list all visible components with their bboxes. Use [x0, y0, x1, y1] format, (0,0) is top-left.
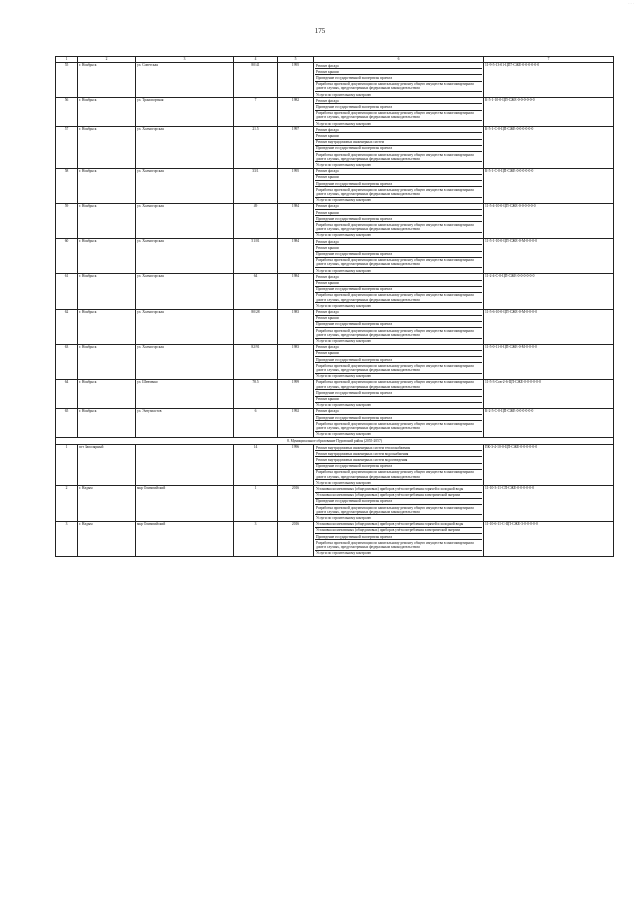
- table-row: [56, 203, 614, 238]
- code-cell: К-5-1-С-0-ЦП-СЖЕ-0-0-0-0-0-0: [484, 127, 614, 168]
- street-cell: ул. Холмогорская: [136, 127, 234, 168]
- header-cell: 6: [314, 57, 484, 63]
- work-item: Услуги по строительному контролю: [316, 432, 372, 437]
- works-cell: [314, 521, 484, 556]
- works-cell: [314, 168, 484, 203]
- street-cell: [136, 445, 234, 486]
- year-cell: 1984: [278, 239, 314, 274]
- work-item: Разработка проектной документации по капитальному ремонту общего имущества в многоквартирном доме в случаях, предусмотренных федеральным законодательством: [315, 421, 482, 431]
- work-item: Разработка проектной документации по капитальному ремонту общего имущества в многоквартирном доме в случаях, предусмотренных федеральным законодательством: [315, 222, 482, 232]
- year-cell: 1997: [278, 127, 314, 168]
- header-cell: 2: [78, 57, 136, 63]
- house-cell: 21.5: [234, 127, 278, 168]
- house-cell: 33/1: [234, 168, 278, 203]
- work-item: Разработка проектной документации по капитальному ремонту общего имущества в многоквартирном доме в случаях, предусмотренных федеральным законодательством: [315, 470, 482, 480]
- code-cell: 11-5-6-10-0-ЦП-СЖЕ-0-М-0-0-0-0: [484, 309, 614, 344]
- city-cell: г. Ноябрьск: [78, 203, 136, 238]
- table-row: [56, 63, 614, 98]
- street-cell: ул. Холмогорская: [136, 168, 234, 203]
- row-number-cell: 56: [56, 98, 78, 127]
- year-cell: 2016: [278, 486, 314, 521]
- work-item: Ремонт внутридомовых инженерных систем водоснабжения: [315, 451, 482, 457]
- code-cell: ПК-3-4-10-0-ЦП-СЖЕ-0-0-0-0-0-0: [484, 445, 614, 486]
- work-item: Установка коллективных (общедомовых) приборов учёта потребления горячей и холодной воды: [315, 486, 482, 492]
- street-cell: ул. Холмогорская: [136, 309, 234, 344]
- table-row: [56, 274, 614, 309]
- work-item: Разработка проектной документации по капитальному ремонту общего имущества в многоквартирном доме в случаях, предусмотренных федеральным законодательством: [315, 187, 482, 197]
- city-cell: г. Ноябрьск: [78, 379, 136, 408]
- row-number-cell: 62: [56, 309, 78, 344]
- work-item: Проведение государственной экспертизы проекта: [315, 252, 482, 258]
- row-number-cell: 65: [56, 408, 78, 437]
- year-cell: 1984: [278, 203, 314, 238]
- work-item: Ремонт фасада: [315, 63, 482, 69]
- code-cell: К-2-5-С-0-ЦП-СЖЕ-0-0-0-0-0-0: [484, 408, 614, 437]
- row-number-cell: 61: [56, 274, 78, 309]
- house-cell: 51/01: [234, 239, 278, 274]
- year-cell: 1995: [278, 168, 314, 203]
- code-cell: 11-10-3-11-СП-СЖЕ-0-0-0-0-0-0: [484, 486, 614, 521]
- work-item: Услуги по строительному контролю: [316, 303, 372, 308]
- code-cell: 11-9-5-13-01-ЦП7-СЖЕ-0-0-0-0-0-0: [484, 63, 614, 98]
- work-item: Ремонт крыши: [315, 397, 482, 403]
- street-cell: ул. Холмогорская: [136, 344, 234, 379]
- corner-mark: · · · ·: [627, 2, 634, 6]
- work-item: Ремонт фасада: [315, 127, 482, 133]
- section-title: 8. Муниципальное образование Пуровский район (2055-2057): [56, 438, 614, 445]
- house-cell: 80/41: [234, 63, 278, 98]
- house-cell: 3: [234, 521, 278, 556]
- work-item: Разработка проектной документации по капитальному ремонту общего имущества в многоквартирном доме в случаях, предусмотренных федеральным законодательством: [315, 111, 482, 121]
- work-item: Ремонт крыши: [315, 133, 482, 139]
- work-item: Ремонт крыши: [315, 175, 482, 181]
- work-item: Установка коллективных (общедомовых) приборов учёта потребления электрической энергии: [315, 528, 482, 534]
- work-item: Ремонт внутридомовых инженерных систем теплоснабжения: [315, 445, 482, 451]
- work-item: Разработка проектной документации по капитальному ремонту общего имущества в многоквартирном доме в случаях, предусмотренных федеральным законодательством: [315, 380, 482, 390]
- work-item: Разработка проектной документации по капитальному ремонту общего имущества в многоквартирном доме в случаях, предусмотренных федеральным законодательством: [315, 505, 482, 515]
- row-number-cell: 64: [56, 379, 78, 408]
- street-cell: мкр Олимпийский: [136, 486, 234, 521]
- header-cell: 7: [484, 57, 614, 63]
- year-cell: 1996: [278, 445, 314, 486]
- house-cell: 78.5: [234, 379, 278, 408]
- header-cell: 5: [278, 57, 314, 63]
- work-item: Проведение государственной экспертизы проекта: [315, 216, 482, 222]
- work-item: Проведение государственной экспертизы проекта: [315, 390, 482, 396]
- table-row: [56, 445, 614, 486]
- code-cell: К-5-1-10-0-ЦП-СЖЕ-0-0-0-0-0-0: [484, 98, 614, 127]
- year-cell: 1982: [278, 98, 314, 127]
- work-item: Проведение государственной экспертизы проекта: [315, 357, 482, 363]
- city-cell: г. Ноябрьск: [78, 63, 136, 98]
- work-item: Установка коллективных (общедомовых) приборов учёта потребления электрической энергии: [315, 493, 482, 499]
- city-cell: г. Ноябрьск: [78, 98, 136, 127]
- work-item: Ремонт фасада: [315, 310, 482, 316]
- year-cell: 1983: [278, 344, 314, 379]
- works-cell: [314, 486, 484, 521]
- code-cell: 11-5-1-10-0-ЦП-СЖЕ-0-М-0-0-0-0: [484, 239, 614, 274]
- work-item: Услуги по строительному контролю: [316, 92, 372, 97]
- works-cell: [314, 274, 484, 309]
- work-item: Услуги по строительному контролю: [316, 480, 372, 485]
- works-cell: [314, 309, 484, 344]
- table-row: [56, 344, 614, 379]
- work-item: Разработка проектной документации по капитальному ремонту общего имущества в многоквартирном доме в случаях, предусмотренных федеральным законодательством: [315, 293, 482, 303]
- street-cell: ул. Шевченко: [136, 379, 234, 408]
- street-cell: ул. Энтузиастов: [136, 408, 234, 437]
- work-item: Услуги по строительному контролю: [316, 233, 372, 238]
- year-cell: 1995: [278, 63, 314, 98]
- street-cell: ул. Холмогорская: [136, 239, 234, 274]
- house-cell: 6: [234, 408, 278, 437]
- work-item: Услуги по строительному контролю: [316, 515, 372, 520]
- street-cell: мкр Олимпийский: [136, 521, 234, 556]
- work-item: Ремонт крыши: [315, 210, 482, 216]
- table-row: [56, 239, 614, 274]
- table-row: [56, 486, 614, 521]
- work-item: Проведение государственной экспертизы проекта: [315, 75, 482, 81]
- table-row: [56, 127, 614, 168]
- street-cell: ул. Советская: [136, 63, 234, 98]
- work-item: Разработка проектной документации по капитальному ремонту общего имущества в многоквартирном доме в случаях, предусмотренных федеральным законодательством: [315, 258, 482, 268]
- work-item: Ремонт крыши: [315, 245, 482, 251]
- works-cell: [314, 344, 484, 379]
- work-item: Услуги по строительному контролю: [316, 551, 372, 556]
- work-item: Проведение государственной экспертизы проекта: [315, 534, 482, 540]
- city-cell: г. Ноябрьск: [78, 239, 136, 274]
- row-number-cell: 59: [56, 203, 78, 238]
- year-cell: 1983: [278, 309, 314, 344]
- street-cell: ул. Холмогорская: [136, 203, 234, 238]
- works-cell: [314, 379, 484, 408]
- work-item: Проведение государственной экспертизы проекта: [315, 146, 482, 152]
- work-item: Разработка проектной документации по капитальному ремонту общего имущества в многоквартирном доме в случаях, предусмотренных федеральным законодательством: [315, 152, 482, 162]
- row-number-cell: 2: [56, 486, 78, 521]
- row-number-cell: 60: [56, 239, 78, 274]
- work-item: Услуги по строительному контролю: [316, 162, 372, 167]
- works-cell: [314, 203, 484, 238]
- housing-register-table: [55, 56, 614, 557]
- header-cell: 1: [56, 57, 78, 63]
- year-cell: 1984: [278, 274, 314, 309]
- work-item: Ремонт фасада: [315, 239, 482, 245]
- house-cell: 14: [234, 445, 278, 486]
- work-item: Проведение государственной экспертизы проекта: [315, 499, 482, 505]
- table-body: [56, 57, 614, 557]
- work-item: Ремонт фасада: [315, 409, 482, 415]
- work-item: Проведение государственной экспертизы проекта: [315, 181, 482, 187]
- year-cell: 1992: [278, 408, 314, 437]
- work-item: Ремонт фасада: [315, 345, 482, 351]
- work-item: Разработка проектной документации по капитальному ремонту общего имущества в многоквартирном доме в случаях, предусмотренных федеральным законодательством: [315, 328, 482, 338]
- work-item: Ремонт фасада: [315, 98, 482, 104]
- code-cell: 11-5-4-10-0-ЦП-СЖЕ-0-0-0-0-0-0: [484, 203, 614, 238]
- city-cell: г. Ноябрьск: [78, 127, 136, 168]
- row-number-cell: 55: [56, 63, 78, 98]
- work-item: Услуги по строительному контролю: [316, 268, 372, 273]
- house-cell: 82/91: [234, 344, 278, 379]
- street-cell: ул. Транспортная: [136, 98, 234, 127]
- work-item: Ремонт фасада: [315, 169, 482, 175]
- page-number: 175: [314, 27, 326, 35]
- city-cell: г. Ноябрьск: [78, 168, 136, 203]
- work-item: Услуги по строительному контролю: [316, 339, 372, 344]
- city-cell: г. Ноябрьск: [78, 344, 136, 379]
- works-cell: [314, 63, 484, 98]
- code-cell: 11-2-4-С-0-ЦП-СЖЕ-0-0-0-0-0-0: [484, 274, 614, 309]
- house-cell: 80/28: [234, 309, 278, 344]
- work-item: Разработка проектной документации по капитальному ремонту общего имущества в многоквартирном доме в случаях, предусмотренных федеральным законодательством: [315, 363, 482, 373]
- works-cell: [314, 127, 484, 168]
- header-cell: 4: [234, 57, 278, 63]
- work-item: Установка коллективных (общедомовых) приборов учёта потребления горячей и холодной воды: [315, 522, 482, 528]
- work-item: Услуги по строительному контролю: [316, 121, 372, 126]
- work-item: Ремонт фасада: [315, 274, 482, 280]
- work-item: Ремонт фасада: [315, 204, 482, 210]
- works-cell: [314, 98, 484, 127]
- year-cell: 2016: [278, 521, 314, 556]
- work-item: Проведение государственной экспертизы проекта: [315, 287, 482, 293]
- year-cell: 1999: [278, 379, 314, 408]
- code-cell: К-5-1-С-0-ЦП-СЖЕ-0-0-0-0-0-0: [484, 168, 614, 203]
- works-cell: [314, 239, 484, 274]
- table-row: [56, 309, 614, 344]
- work-item: Ремонт внутридомовых инженерных систем: [315, 140, 482, 146]
- table-row: [56, 168, 614, 203]
- work-item: Ремонт крыши: [315, 351, 482, 357]
- street-cell: ул. Холмогорская: [136, 274, 234, 309]
- row-number-cell: 3: [56, 521, 78, 556]
- city-cell: г. Ноябрьск: [78, 408, 136, 437]
- house-cell: 64: [234, 274, 278, 309]
- work-item: Ремонт крыши: [315, 316, 482, 322]
- section-row: [56, 438, 614, 445]
- work-item: Ремонт крыши: [315, 281, 482, 287]
- work-item: Проведение государственной экспертизы проекта: [315, 464, 482, 470]
- work-item: Проведение государственной экспертизы проекта: [315, 104, 482, 110]
- city-cell: г. Надым: [78, 521, 136, 556]
- work-item: Проведение государственной экспертизы проекта: [315, 415, 482, 421]
- work-item: Разработка проектной документации по капитальному ремонту общего имущества в многоквартирном доме в случаях, предусмотренных федеральным законодательством: [315, 540, 482, 550]
- house-cell: 49: [234, 203, 278, 238]
- house-cell: 1: [234, 486, 278, 521]
- city-cell: г. Ноябрьск: [78, 274, 136, 309]
- works-cell: [314, 445, 484, 486]
- works-cell: [314, 408, 484, 437]
- header-cell: 3: [136, 57, 234, 63]
- code-cell: 11-5-0-11-0-ЦП-СЖЕ-0-М-0-0-0-0: [484, 344, 614, 379]
- code-cell: 11-5-3-Сов-2-6-ЦП-СЖЕ-0-0-0-0-0-0: [484, 379, 614, 408]
- table-row: [56, 408, 614, 437]
- table-row: [56, 379, 614, 408]
- row-number-cell: 1: [56, 445, 78, 486]
- row-number-cell: 63: [56, 344, 78, 379]
- work-item: Услуги по строительному контролю: [316, 374, 372, 379]
- row-number-cell: 57: [56, 127, 78, 168]
- house-cell: 7: [234, 98, 278, 127]
- city-cell: г. Ноябрьск: [78, 309, 136, 344]
- work-item: Услуги по строительному контролю: [316, 198, 372, 203]
- table-row: [56, 521, 614, 556]
- table-row: [56, 98, 614, 127]
- city-cell: пгт Заполярный: [78, 445, 136, 486]
- work-item: Проведение государственной экспертизы проекта: [315, 322, 482, 328]
- work-item: Услуги по строительному контролю: [316, 403, 372, 408]
- row-number-cell: 58: [56, 168, 78, 203]
- code-cell: 11-10-6-11-С-ЦП-СЖЕ-3-0-0-0-0-0: [484, 521, 614, 556]
- work-item: Ремонт внутридомовых инженерных систем водоотведения: [315, 457, 482, 463]
- city-cell: г. Надым: [78, 486, 136, 521]
- work-item: Ремонт крыши: [315, 69, 482, 75]
- work-item: Разработка проектной документации по капитальному ремонту общего имущества в многоквартирном доме в случаях, предусмотренных федеральным законодательством: [315, 82, 482, 92]
